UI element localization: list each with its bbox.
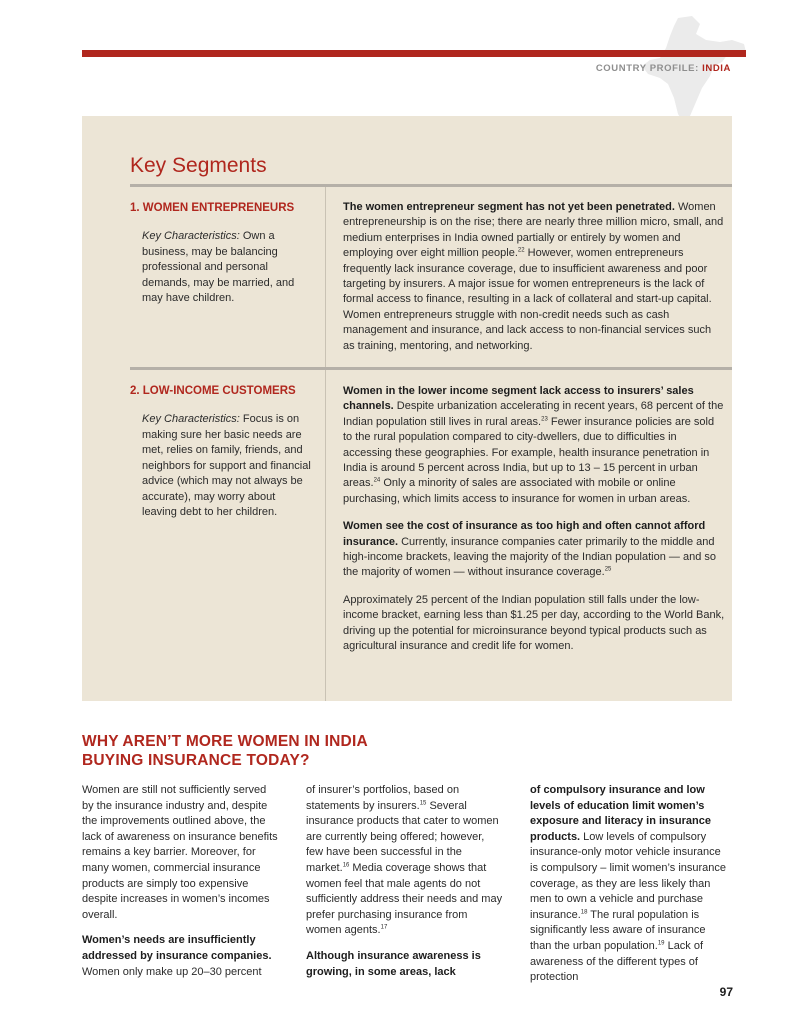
segment-body-entrepreneurs [343,200,725,366]
key-segments-panel [82,116,732,701]
body-paragraph [306,949,504,980]
footnote-ref: 17 [380,924,388,931]
paragraph-text: Despite urbanization accelerating in recent years, 68 percent of the Indian population still lives in rural areas. [343,400,724,428]
paragraph-lead: The women entrepreneur segment has not yet been penetrated. [343,201,675,213]
body-paragraph [82,933,280,980]
characteristics-text: Focus is on making sure her basic needs are met, relies on family, friends, and neighbors for support and financial advice (which may not always be accurate), may worry about leaving debt to her children. [142,413,311,518]
paragraph-text: Only a minority of sales are associated with mobile or online purchasing, which limits access to insurance for women in urban areas. [343,477,691,505]
paragraph-text: However, women entrepreneurs frequently lack insurance coverage, due to insufficient awareness and poor targeting by insurers. A major issue for women entrepreneurs is the lack of formal access to finance, resulting in a lack of collateral and start-up capital. Women entrepreneurs struggle with non-credit needs such as cash management and insurance, and lack access to non-financial services such as training, mentoring, and networking. [343,247,712,352]
body-paragraph [343,384,725,507]
country-profile-label [596,63,731,74]
text-column-3 [530,783,728,996]
characteristics-label: Key Characteristics: [142,413,240,425]
footnote-ref: 25 [604,566,612,573]
paragraph-text: Women entrepreneurship is on the rise; there are nearly three million micro, small, and medium enterprises in India owned partially or entirely by women and employing over eight million people. [343,201,724,260]
paragraph-text: Currently, insurance companies cater primarily to the middle and high-income brackets, leaving the majority of the Indian population — and so the majority of women — without insurance coverage. [343,535,716,579]
paragraph-lead: of compulsory insurance and low levels of education limit women’s exposure and literacy in insurance products. [530,784,711,843]
footnote-ref: 15 [419,799,427,806]
characteristics-text: Own a business, may be balancing professional and personal demands, may be married, and may have children. [142,230,295,304]
header-accent-bar [82,50,746,57]
body-paragraph: Women are still not sufficiently served by the insurance industry and, despite the improvements outlined above, the lack of awareness on insurance benefits remains a key barrier. Moreover, for many women, commercial insurance products are simply too expensive despite increases in women’s incomes overall. [82,784,278,921]
body-paragraph [306,783,504,939]
paragraph-lead: Women in the lower income segment lack access to insurers’ sales channels. [343,385,694,413]
body-paragraph [343,593,725,655]
characteristics-label: Key Characteristics: [142,230,240,242]
segment-characteristics-entrepreneurs [142,229,312,307]
footnote-ref: 19 [657,940,665,947]
paragraph-lead: Although insurance awareness is growing, in some areas, lack [306,949,481,978]
footnote-ref: 18 [580,909,588,916]
paragraph-text: of insurer’s portfolios, based on statements by insurers. [306,784,460,812]
text-column-2 [306,783,504,990]
body-paragraph [343,519,725,581]
country-profile-prefix: COUNTRY PROFILE: [595,63,699,74]
column-divider [325,187,326,701]
paragraph-text: Several insurance products that cater to women are currently being offered; however, few have been successful in the market. [306,799,499,874]
body-paragraph [343,200,725,354]
page-number: 97 [719,985,733,999]
section-heading [82,732,368,770]
footnote-ref: 24 [373,477,381,484]
panel-title: Key Segments [130,154,267,177]
paragraph-text: Fewer insurance policies are sold to the rural population compared to city-dwellers, due to difficulties in accessing these geographies. For example, health insurance penetration in India is around 5 percent across India, but up to 13 – 15 percent in urban areas. [343,415,715,490]
segment-characteristics-low-income [142,412,312,521]
paragraph-text: Women only make up 20–30 percent [82,965,262,978]
paragraph-text: Approximately 25 percent of the Indian population still falls under the low-income bracket, earning less than $1.25 per day, according to the World Bank, driving up the potential for microinsurance beyond typical products such as agricultural insurance and credit life for women. [343,593,725,653]
segment-body-low-income [343,384,725,667]
footnote-ref: 22 [517,247,525,254]
section-heading-line2: BUYING INSURANCE TODAY? [82,752,310,769]
footnote-ref: 16 [342,862,350,869]
paragraph-text: Low levels of compulsory insurance-only motor vehicle insurance is compulsory – limit women’s insurance coverage, as they are less likely than men to own a vehicle and purchase insurance. [530,830,727,921]
text-column-1 [82,783,280,990]
segment-divider [130,184,732,187]
paragraph-text: Lack of awareness of the different types of protection [530,939,704,984]
section-heading-line1: WHY AREN’T MORE WOMEN IN INDIA [82,733,368,750]
paragraph-text: The rural population is significantly less aware of insurance than the urban population. [530,908,706,952]
paragraph-lead: Women’s needs are insufficiently addressed by insurance companies. [82,934,272,962]
body-paragraph [530,783,728,986]
paragraph-lead: Women see the cost of insurance as too high and often cannot afford insurance. [343,520,706,548]
footnote-ref: 23 [541,416,548,423]
segment-divider [130,367,732,370]
country-name: INDIA [702,63,731,74]
segment-title-entrepreneurs: 1. WOMEN ENTREPRENEURS [130,202,295,214]
segment-title-low-income: 2. LOW-INCOME CUSTOMERS [130,385,296,397]
paragraph-text: Media coverage shows that women feel that male agents do not sufficiently address their needs and may prefer purchasing insurance from women agents. [306,861,503,937]
